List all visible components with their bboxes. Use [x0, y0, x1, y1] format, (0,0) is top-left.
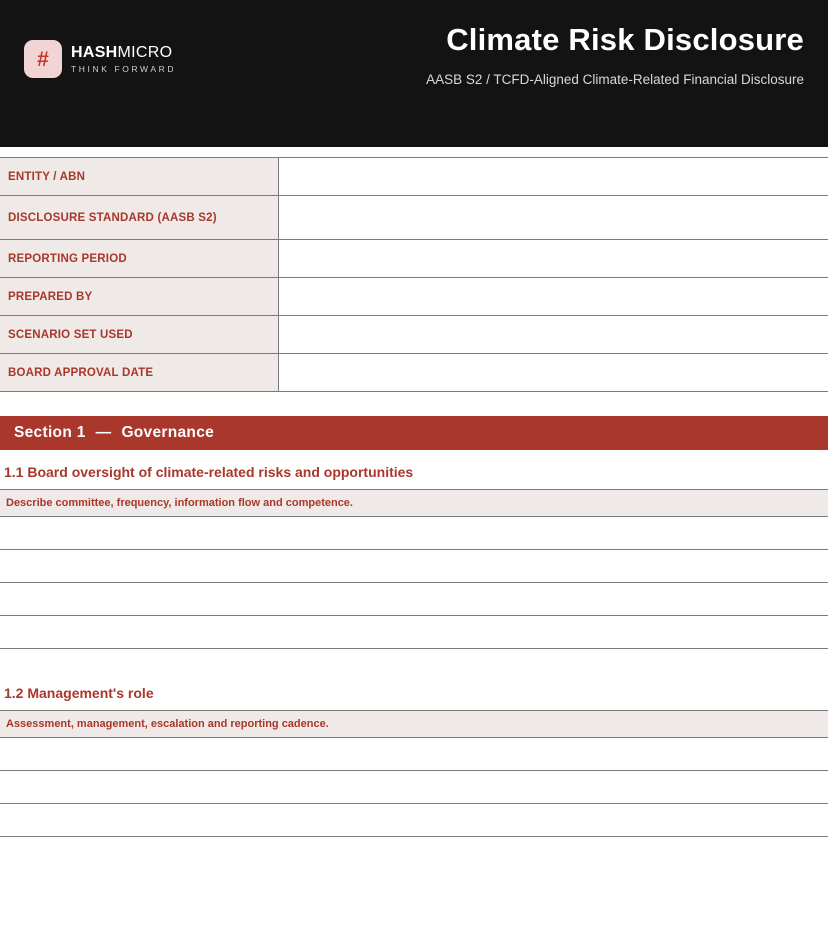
section-number: Section 1 [14, 424, 86, 441]
answer-area-1-1[interactable] [0, 517, 828, 649]
metadata-table [0, 157, 828, 392]
section-header-governance [0, 416, 828, 450]
meta-label-prepared-by: PREPARED BY [0, 278, 279, 316]
hash-glyph: # [37, 47, 49, 71]
write-line[interactable] [0, 550, 828, 583]
brand-text [71, 45, 176, 74]
table-row [0, 196, 828, 240]
write-line[interactable] [0, 804, 828, 837]
meta-label-board-approval-date: BOARD APPROVAL DATE [0, 354, 279, 392]
table-row [0, 158, 828, 196]
subsection-hint-1-2: Assessment, management, escalation and reporting cadence. [0, 710, 828, 738]
section-spacer [0, 649, 828, 671]
write-line[interactable] [0, 771, 828, 804]
title-block [426, 22, 804, 87]
meta-value-prepared-by[interactable] [279, 278, 828, 316]
meta-value-board-approval-date[interactable] [279, 354, 828, 392]
page-title: Climate Risk Disclosure [446, 22, 804, 57]
table-row [0, 278, 828, 316]
meta-label-entity-abn: ENTITY / ABN [0, 158, 279, 196]
hash-logo-icon [24, 40, 62, 78]
brand-tagline: THINK FORWARD [71, 63, 177, 74]
brand-name [71, 45, 176, 61]
meta-label-reporting-period: REPORTING PERIOD [0, 240, 279, 278]
write-line[interactable] [0, 616, 828, 649]
meta-value-reporting-period[interactable] [279, 240, 828, 278]
write-line[interactable] [0, 738, 828, 771]
table-row [0, 316, 828, 354]
section-dash: — [95, 424, 112, 441]
brand-logo [24, 40, 176, 78]
brand-name-light: MICRO [117, 43, 173, 61]
document-header [0, 0, 828, 147]
subsection-hint-1-1: Describe committee, frequency, information flow and competence. [0, 489, 828, 517]
meta-label-disclosure-standard: DISCLOSURE STANDARD (AASB S2) [0, 196, 279, 240]
table-row [0, 354, 828, 392]
table-row [0, 240, 828, 278]
brand-name-bold: HASH [71, 43, 118, 61]
write-line[interactable] [0, 583, 828, 616]
meta-value-entity-abn[interactable] [279, 158, 828, 196]
meta-label-scenario-set-used: SCENARIO SET USED [0, 316, 279, 354]
subsection-title-1-1: 1.1 Board oversight of climate-related risks and opportunities [4, 464, 414, 480]
section-name: Governance [121, 424, 215, 441]
page-subtitle: AASB S2 / TCFD-Aligned Climate-Related Financial Disclosure [426, 72, 804, 87]
subsection-title-1-2: 1.2 Management's role [4, 685, 154, 701]
meta-value-scenario-set-used[interactable] [279, 316, 828, 354]
write-line[interactable] [0, 517, 828, 550]
meta-value-disclosure-standard[interactable] [279, 196, 828, 240]
answer-area-1-2[interactable] [0, 738, 828, 837]
